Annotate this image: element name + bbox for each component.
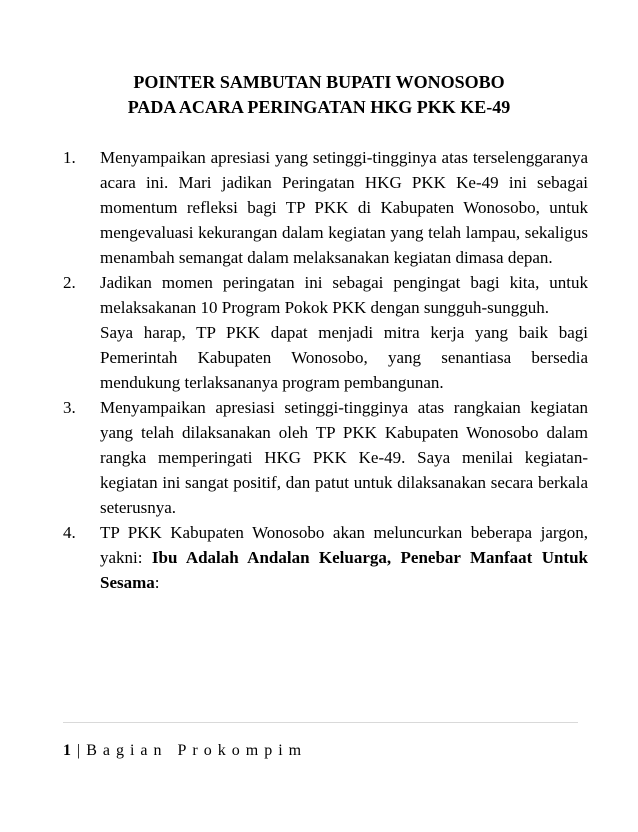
item-number: 4. xyxy=(63,523,76,542)
footer-section-name: Bagian Prokompim xyxy=(86,742,308,759)
page-footer xyxy=(63,740,307,762)
list-item-4 xyxy=(63,520,588,595)
list-item-1 xyxy=(63,145,588,270)
title-line-1: POINTER SAMBUTAN BUPATI WONOSOBO xyxy=(133,72,505,92)
document-title xyxy=(0,70,638,120)
title-line-2: PADA ACARA PERINGATAN HKG PKK KE-49 xyxy=(127,97,511,117)
item-text-continued: Saya harap, TP PKK dapat menjadi mitra kerja yang baik bagi Pemerintah Kabupaten Wonosobo, yang senantiasa bersedia mendukung terlaksananya program pembangunan. xyxy=(100,323,588,392)
item-text: Menyampaikan apresiasi yang setinggi-tingginya atas terselenggaranya acara ini. Mari jadikan Peringatan HKG PKK Ke-49 ini sebagai momentum refleksi bagi TP PKK di Kabupaten Wonosobo, untuk mengevaluasi kekurangan dalam kegiatan yang telah lampau, sekaligus menambah semangat dalam melaksanakan kegiatan dimasa depan. xyxy=(100,148,588,267)
item-text: Jadikan momen peringatan ini sebagai pengingat bagi kita, untuk melaksakanan 10 Program Pokok PKK dengan sungguh-sungguh. xyxy=(100,273,588,317)
item-number: 2. xyxy=(63,273,76,292)
pointer-list xyxy=(63,145,588,595)
item-number: 3. xyxy=(63,398,76,417)
item-text-lead: TP PKK Kabupaten Wonosobo akan meluncurkan beberapa jargon, yakni: xyxy=(100,523,588,567)
footer-separator: | xyxy=(77,742,81,759)
page-number: 1 xyxy=(63,742,71,759)
item-text xyxy=(100,520,588,595)
footer-divider xyxy=(63,722,578,723)
item-text: Menyampaikan apresiasi setinggi-tingginya atas rangkaian kegiatan yang telah dilaksanakan oleh TP PKK Kabupaten Wonosobo dalam rangka memperingati HKG PKK Ke-49. Saya menilai kegiatan-kegiatan ini sangat positif, dan patut untuk dilaksanakan secara berkala seterusnya. xyxy=(100,398,588,517)
list-item-2 xyxy=(63,270,588,395)
jargon-text: Ibu Adalah Andalan Keluarga, Penebar Manfaat Untuk Sesama xyxy=(100,548,588,592)
item-text-tail: : xyxy=(154,573,160,592)
item-number: 1. xyxy=(63,148,76,167)
list-item-3 xyxy=(63,395,588,520)
